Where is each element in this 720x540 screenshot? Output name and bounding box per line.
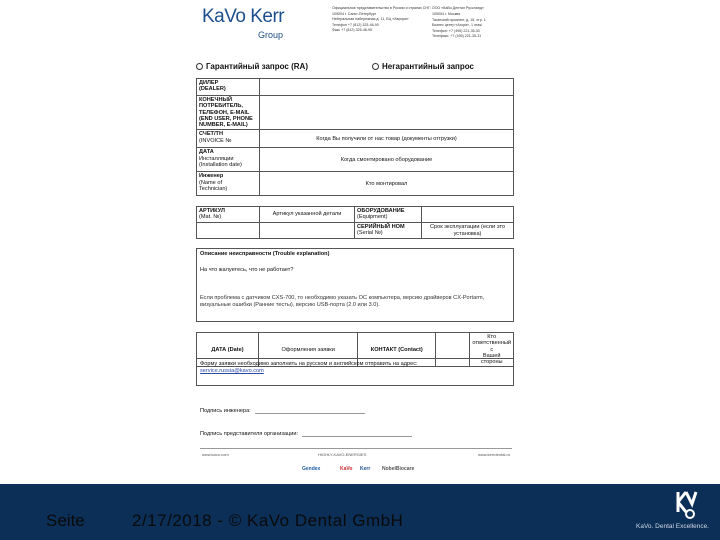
warranty-form [192,0,520,484]
brand-gendex: Gendex [302,466,321,472]
radio-warranty[interactable]: Гарантийный запрос (RA) [196,62,308,71]
service-email-link[interactable]: service.russia@kavo.com [200,367,264,374]
page-label: Seite [46,511,85,530]
equipment-table: АРТИКУЛ (Mat. №) Артикул указанной детали ОБОРУДОВАНИЕ (Equipment) СЕРИЙНЫЙ НОМ (Serial №) Срок эксплуатации (если это установка) [196,206,514,239]
radio-non-warranty[interactable]: Негарантийный запрос [372,62,474,71]
brand-nobel: NobelBiocare [382,466,415,472]
org-signature: Подпись представителя организации: [200,431,412,437]
brand-kerr: Kerr [360,466,371,472]
radio-circle-icon [372,63,379,70]
date-copyright: 2/17/2018 - © KaVo Dental GmbH [132,511,404,530]
trouble-description: Описание неисправности (Trouble explanation) На что жалуетесь, что не работает? Если проблема с датчиком CXS-700, то необходимо указать ОС компьютера, версию драйверов CX-Portarm, визуальные ошибки (Ранние тесты), версию USB-порта (2.0 или 3.0). [196,248,514,322]
send-instructions: Форму заявки необходимо заполнить на русском и английском отправить на адрес: service.russia@kavo.com [196,358,514,386]
address-block-2: 109004 г. Москва Таганский проспект, д. 15, стр. 1 Бизнес центр «Агора», 1 этаж Телефон: +7 (495) 221-35-30 Телефакс: +7 (495) 221-35-31 [432,12,486,38]
address-block-1: Официальное представительство в России и странах СНГ: ООО «КаВо Дентал Руссланд» 109004 г. Санкт-Петербург Нейтральная набережная д. 11, БЦ «Аврора» Телефон +7 (812) 325-46-90 Факс +7 (812) 325-46-95 [332,6,484,32]
brand-kavo: KaVo [340,466,353,472]
kavo-logo-icon [672,490,698,520]
engineer-signature: Подпись инженера: [200,408,365,414]
form-footer: www.kavo.com HIGHLY-KAVO-ENERGIES www.kerrdental.ru [200,448,512,449]
kavo-kerr-logo: KaVo Kerr Group [202,6,285,40]
radio-circle-icon [196,63,203,70]
request-table: ДИЛЕР (DEALER) КОНЕЧНЫЙ ПОТРЕБИТЕЛЬ, ТЕЛЕФОН, E-MAIL (END USER, PHONE NUMBER, E-MAIL) СЧЕТ/ТН (INVOICE № Когда Вы получили от нас товар (документы отгрузки) ДАТА Инсталляции (Installation date) Когда смонтировано оборудование Инженер (Name of Technician) Кто монтировал [196,78,514,196]
tagline: KaVo. Dental Excellence. [636,523,709,530]
contact-table: ДАТА (Date) Оформления заявки КОНТАКТ (Contact) Кто ответственный с Вашей стороны [196,332,514,367]
